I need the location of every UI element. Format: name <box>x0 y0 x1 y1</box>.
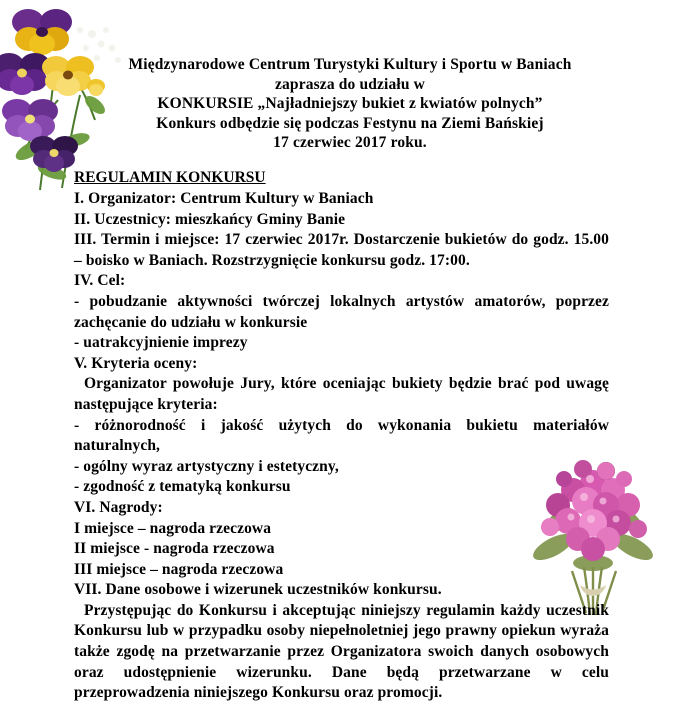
section-organizator: I. Organizator: Centrum Kultury w Baniach <box>74 190 374 207</box>
cel-item-1: - pobudzanie aktywności twórczej lokalnych artystów amatorów, poprzez zachęcanie do udziału w konkursie <box>74 292 609 331</box>
header-line-2: zaprasza do udziału w <box>275 75 425 93</box>
header-line-5: 17 czerwiec 2017 roku. <box>273 134 427 151</box>
section-cel: IV. Cel: <box>74 272 126 290</box>
dane-osobowe-text: Przystępując do Konkursu i akceptując niniejszy regulamin każdy uczestnik Konkursu lub w przypadku osoby niepełnoletniej jego prawny opiekun wyraża także zgodę na przetwarzanie przez Organizatora swoich danych osobowych oraz udostępnienie wizerunku. Dane będą przetwarzane w celu przeprowadzenia niniejszego Konkursu oraz promocji. <box>74 601 609 702</box>
kryteria-item-1: - różnorodność i jakość użytych do wykonania bukietu materiałów naturalnych, <box>74 416 609 455</box>
rules-title: REGULAMIN KONKURSU <box>74 169 266 186</box>
header-line-1: Międzynarodowe Centrum Turystyki Kultury i Sportu w Baniach <box>128 56 572 73</box>
section-dane-osobowe: VII. Dane osobowe i wizerunek uczestników konkursu. <box>74 581 442 599</box>
document-header <box>110 55 590 153</box>
section-nagrody: VI. Nagrody: <box>74 498 163 516</box>
cel-item-2: - uatrakcyjnienie imprezy <box>74 334 248 352</box>
header-line-3: KONKURSIE „Najładniejszy bukiet z kwiatów polnych” <box>157 95 543 112</box>
nagroda-1: I miejsce – nagroda rzeczowa <box>74 519 272 537</box>
kryteria-intro: Organizator powołuje Jury, które oceniając bukiety będzie brać pod uwagę następujące kryteria: <box>74 375 609 413</box>
section-uczestnicy: II. Uczestnicy: mieszkańcy Gminy Banie <box>74 210 346 228</box>
header-line-4: Konkurs odbędzie się podczas Festynu na Ziemi Bańskiej <box>156 114 544 132</box>
kryteria-item-2: - ogólny wyraz artystyczny i estetyczny, <box>74 457 339 475</box>
nagroda-3: III miejsce – nagroda rzeczowa <box>74 560 284 578</box>
section-kryteria: V. Kryteria oceny: <box>74 354 198 372</box>
nagroda-2: II miejsce - nagroda rzeczowa <box>74 540 275 558</box>
section-termin-miejsce: III. Termin i miejsce: 17 czerwiec 2017r. Dostarczenie bukietów do godz. 15.00 – boisko w Baniach. Rozstrzygnięcie konkursu godz. 17:00. <box>74 231 609 269</box>
kryteria-item-3: - zgodność z tematyką konkursu <box>74 478 291 496</box>
document-body <box>74 168 674 704</box>
